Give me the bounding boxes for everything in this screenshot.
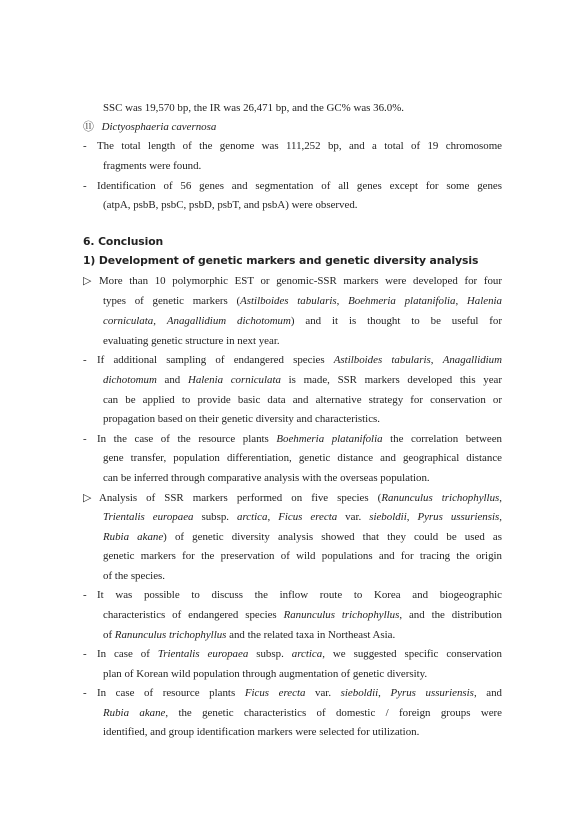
body-line: types of genetic markers (Astilboides tabularis, Boehmeria platanifolia, Halenia xyxy=(103,295,502,307)
species-name: Ficus erecta xyxy=(278,511,338,523)
list-item: ▷ Analysis of SSR markers performed on five species (Ranunculus trichophyllus, xyxy=(83,488,502,508)
body-line: dichotomum and Halenia corniculata is made, SSR markers developed this year xyxy=(103,374,502,386)
text: gene transfer, population differentiation, genetic distance and geographical distance xyxy=(103,452,502,464)
species-name: dichotomum xyxy=(103,374,157,386)
text: of the species. xyxy=(103,570,165,582)
list-item xyxy=(83,136,502,156)
species-name: sieboldii xyxy=(340,687,379,699)
dash-bullet: - xyxy=(83,354,87,366)
body-line: of Ranunculus trichophyllus and the related taxa in Northeast Asia. xyxy=(103,629,396,641)
list-item: - In case of resource plants Ficus erecta var. sieboldii, Pyrus ussuriensis, and xyxy=(83,683,502,703)
body-line xyxy=(103,664,587,684)
body-line: Rubia akane) of genetic diversity analysis showed that they could be used as xyxy=(103,531,502,543)
species-name: arctica xyxy=(237,511,268,523)
list-item xyxy=(83,585,502,605)
text: Identification of 56 genes and segmentation of all genes except for some genes xyxy=(97,180,502,192)
list-item: - If additional sampling of endangered species Astilboides tabularis, Anagallidium xyxy=(83,350,502,370)
text: 6. Conclusion xyxy=(83,235,164,248)
species-name: Pyrus ussuriensis xyxy=(390,687,474,699)
list-item xyxy=(83,176,502,196)
list-item xyxy=(83,271,502,291)
body-line: Trientalis europaea subsp. arctica, Ficus erecta var. sieboldii, Pyrus ussuriensis, xyxy=(103,511,502,523)
list-number: ⑪ xyxy=(83,121,94,133)
body-line xyxy=(103,409,587,429)
body-line xyxy=(103,390,502,410)
species-name: Halenia corniculata xyxy=(187,374,281,386)
text: can be applied to provide basic data and alternative strategy for conservation or xyxy=(103,394,502,406)
dash-bullet: - xyxy=(83,648,87,660)
species-name: Astilboides tabularis xyxy=(333,354,431,366)
species-name: Rubia akane xyxy=(103,707,166,719)
text: fragments were found. xyxy=(103,160,202,172)
body-line xyxy=(103,98,587,118)
body-line: Rubia akane, the genetic characteristics of domestic / foreign groups were xyxy=(103,707,502,719)
species-name: Trientalis europaea xyxy=(103,511,194,523)
text: More than 10 polymorphic EST or genomic-SSR markers were developed for four xyxy=(99,275,502,287)
species-name: Rubia akane xyxy=(103,531,164,543)
body-line xyxy=(103,468,587,488)
dash-bullet: - xyxy=(83,687,87,699)
subsection-title xyxy=(83,251,587,271)
dash-bullet: - xyxy=(83,140,87,152)
species-name: sieboldii xyxy=(369,511,407,523)
list-item: - In case of Trientalis europaea subsp. arctica, we suggested specific conservation xyxy=(83,644,502,664)
section-title xyxy=(83,232,587,252)
text: identified, and group identification markers were selected for utilization. xyxy=(103,726,420,738)
species-name: Boehmeria platanifolia xyxy=(276,433,383,445)
species-name: Anagallidium dichotomum xyxy=(166,315,291,327)
body-line xyxy=(103,156,587,176)
dash-bullet: - xyxy=(83,180,87,192)
body-line xyxy=(103,331,587,351)
body-line: characteristics of endangered species Ranunculus trichophyllus, and the distribution xyxy=(103,609,503,621)
text: evaluating genetic structure in next year. xyxy=(103,335,280,347)
body-line xyxy=(103,566,587,586)
text: propagation based on their genetic diversity and characteristics. xyxy=(103,413,381,425)
species-name: Ranunculus trichophyllus xyxy=(381,492,500,504)
body-line xyxy=(103,546,502,566)
species-name: Ficus erecta xyxy=(244,687,306,699)
text: plan of Korean wild population through augmentation of genetic diversity. xyxy=(103,668,428,680)
text: The total length of the genome was 111,252 bp, and a total of 19 chromosome xyxy=(97,140,502,152)
body-line: corniculata, Anagallidium dichotomum) and it is thought to be useful for xyxy=(103,315,503,327)
species-name: arctica xyxy=(291,648,323,660)
text: It was possible to discuss the inflow route to Korea and biogeographic xyxy=(97,589,502,601)
species-name: Trientalis europaea xyxy=(157,648,249,660)
species-name: Ranunculus trichophyllus xyxy=(114,629,227,641)
species-name: corniculata xyxy=(103,315,154,327)
dash-bullet: - xyxy=(83,433,87,445)
text: (atpA, psbB, psbC, psbD, psbT, and psbA) were observed. xyxy=(103,199,358,211)
species-heading xyxy=(83,117,587,137)
species-name: Astilboides tabularis xyxy=(240,295,337,307)
species-name: Anagallidium xyxy=(442,354,502,366)
text: SSC was 19,570 bp, the IR was 26,471 bp, and the GC% was 36.0%. xyxy=(103,102,404,114)
species-name: Pyrus ussuriensis xyxy=(417,511,500,523)
species-name: Boehmeria platanifolia xyxy=(348,295,456,307)
species-name: Ranunculus trichophyllus xyxy=(283,609,400,621)
species-name: Dictyosphaeria cavernosa xyxy=(101,121,217,133)
body-line xyxy=(103,448,502,468)
body-line xyxy=(103,195,587,215)
text: can be inferred through comparative analysis with the overseas population. xyxy=(103,472,430,484)
list-item: - In the case of the resource plants Boehmeria platanifolia the correlation between xyxy=(83,429,502,449)
triangle-bullet-icon: ▷ xyxy=(83,275,92,287)
dash-bullet: - xyxy=(83,589,87,601)
species-name: Halenia xyxy=(466,295,502,307)
text: 1) Development of genetic markers and genetic diversity analysis xyxy=(83,254,479,267)
text: genetic markers for the preservation of wild populations and for tracing the origin xyxy=(103,550,502,562)
triangle-bullet-icon: ▷ xyxy=(83,492,92,504)
body-line xyxy=(103,722,587,742)
